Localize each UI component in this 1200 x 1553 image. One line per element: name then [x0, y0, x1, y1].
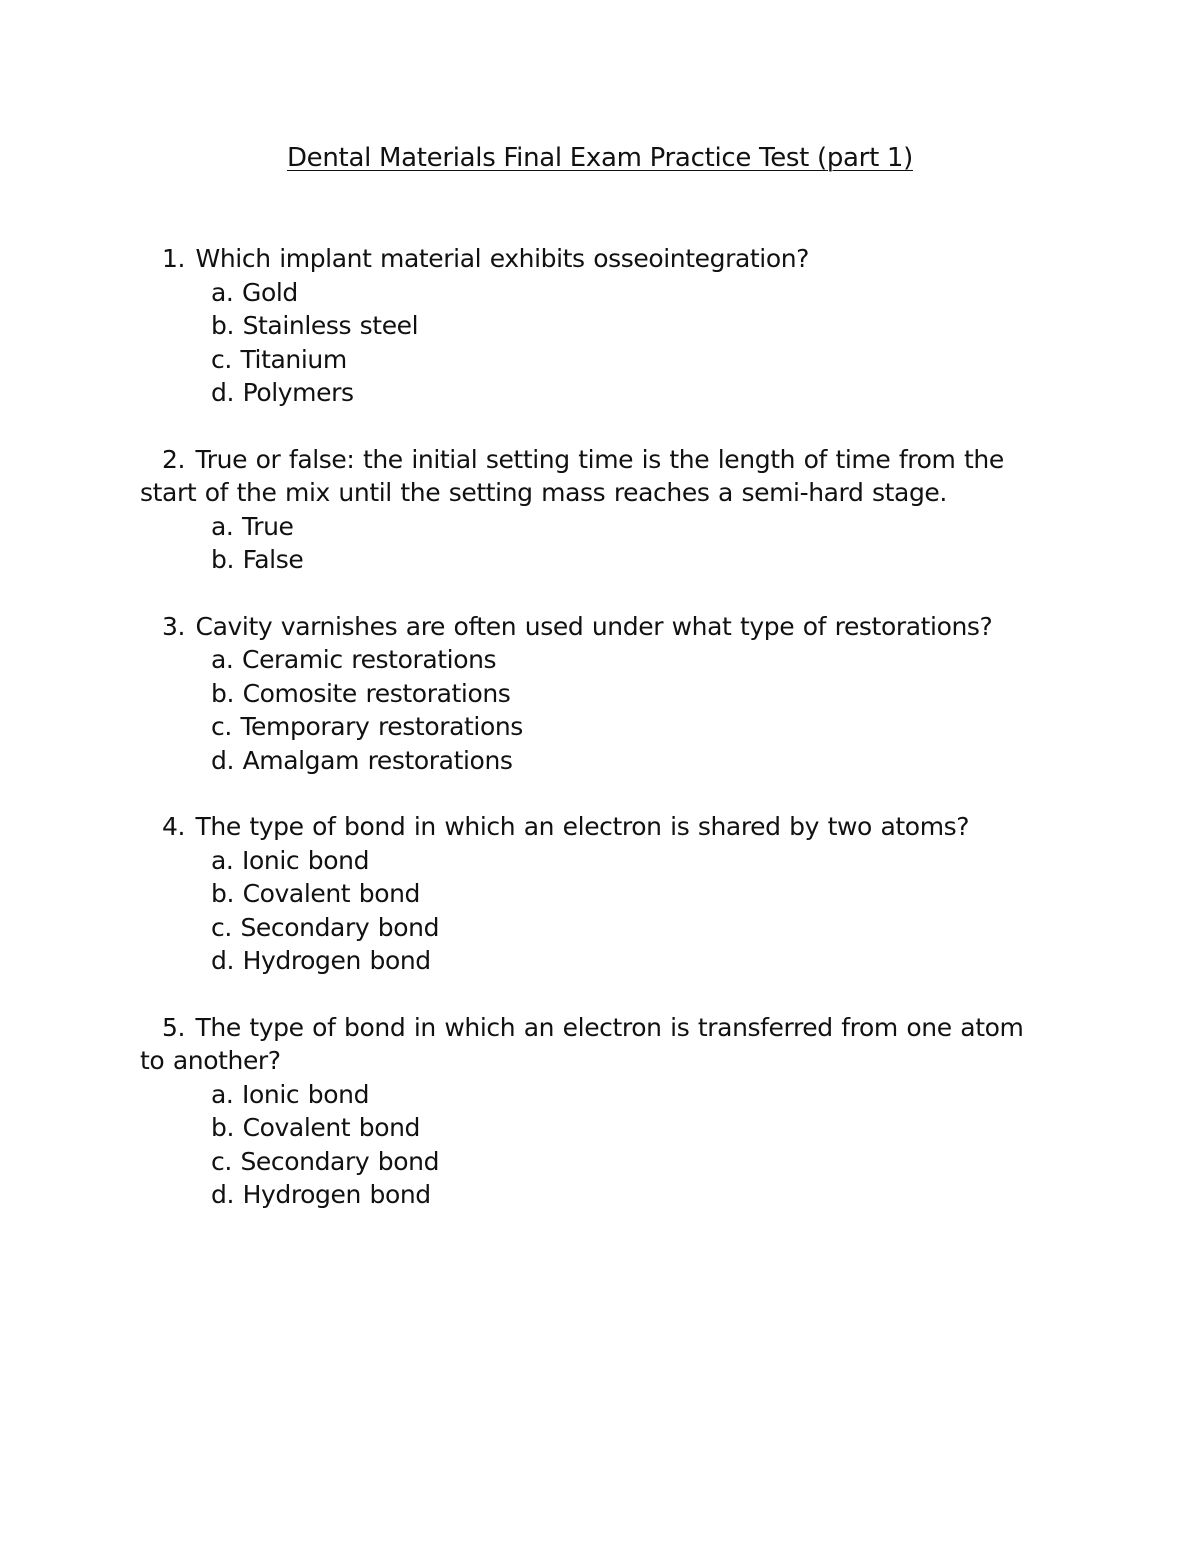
answer-option: b. False — [211, 545, 304, 574]
question-item — [140, 1011, 1040, 1212]
answer-options — [140, 276, 1040, 410]
question-prompt: The type of bond in which an electron is shared by two atoms? — [195, 812, 970, 841]
question-number: 1. — [161, 244, 185, 273]
answer-options — [140, 844, 1040, 978]
question-number: 5. — [161, 1012, 185, 1042]
question-item — [140, 810, 1040, 978]
answer-option: a. True — [211, 511, 294, 541]
answer-options — [140, 1078, 1040, 1212]
answer-option: d. Hydrogen bond — [211, 1180, 431, 1209]
question-prompt: Cavity varnishes are often used under what type of restorations? — [195, 611, 993, 641]
question-text — [140, 242, 1040, 276]
question-item — [140, 443, 1040, 577]
answer-option: b. Stainless steel — [211, 311, 419, 340]
answer-option: c. Titanium — [211, 344, 347, 374]
question-text — [140, 810, 1040, 844]
question-item — [140, 242, 1040, 410]
question-prompt: The type of bond in which an electron is transferred from one atom to another? — [140, 1012, 1024, 1075]
answer-option: b. Covalent bond — [211, 879, 421, 908]
answer-options — [140, 510, 1040, 577]
answer-option: d. Amalgam restorations — [211, 745, 513, 775]
answer-option: c. Secondary bond — [211, 1146, 440, 1176]
answer-option: c. Temporary restorations — [211, 712, 523, 741]
answer-option: b. Comosite restorations — [211, 678, 511, 708]
question-text — [140, 1011, 1040, 1078]
answer-option: d. Polymers — [211, 378, 354, 407]
question-number: 3. — [161, 611, 185, 641]
answer-options — [140, 643, 1040, 777]
answer-option: d. Hydrogen bond — [211, 946, 431, 975]
answer-option: a. Ionic bond — [211, 1079, 370, 1109]
question-number: 2. — [161, 444, 185, 474]
document-title: Dental Materials Final Exam Practice Test (part 1) — [286, 143, 914, 173]
answer-option: c. Secondary bond — [211, 912, 440, 942]
question-item — [140, 610, 1040, 778]
question-prompt: Which implant material exhibits osseointegration? — [195, 244, 810, 273]
question-number: 4. — [161, 812, 185, 841]
question-text — [140, 610, 1040, 644]
question-list — [140, 242, 1040, 1245]
question-text — [140, 443, 1040, 510]
answer-option: b. Covalent bond — [211, 1113, 421, 1142]
answer-option: a. Ionic bond — [211, 845, 370, 875]
question-prompt: True or false: the initial setting time is the length of time from the start of the mix until the setting mass reaches a semi-hard stage. — [140, 444, 1004, 507]
answer-option: a. Gold — [211, 277, 298, 307]
answer-option: a. Ceramic restorations — [211, 645, 497, 674]
